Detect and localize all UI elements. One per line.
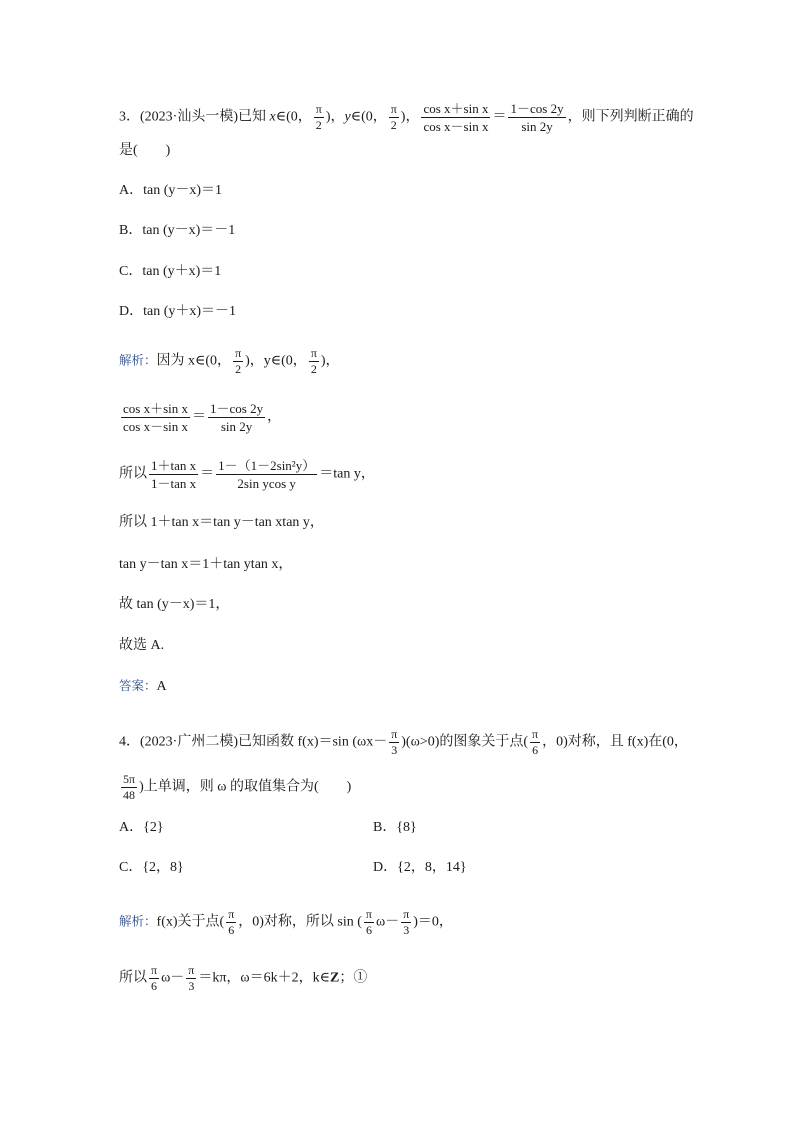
fraction-pi-over-6: $\frac{\pi}{6}$	[151, 963, 158, 993]
q3-option-c: C．tan (y＋x)＝1	[119, 264, 222, 279]
q4-number: 4．	[119, 734, 140, 750]
q4-stem-line2: $\frac{5\pi}{48}$ )上单调，则 ω 的取值集合为( )	[123, 772, 352, 802]
fraction-1-cos2y: $\frac{1-\cos 2y}{\sin 2y}$	[210, 401, 264, 434]
fraction-pi-over-3: $\frac{\pi}{3}$	[188, 963, 195, 993]
q3-source: (2023·汕头一模)	[140, 109, 238, 125]
q4-option-d: D．{2，8，14}	[373, 860, 467, 875]
fraction-pi-over-2: $\frac{\pi}{2}$	[315, 102, 322, 132]
answer-label: 答案	[119, 679, 145, 693]
q4-stem-line1: 4．(2023·广州二模)已知函数 f(x)＝sin (ωx－ $\frac{\pi}{3}$ )(ω>0)的图象关于点( $\frac{\pi}{6}$ ，0)对称，且 f(x)在(0，	[119, 727, 688, 757]
fraction-pi-over-6: $\frac{\pi}{6}$	[228, 907, 235, 937]
q3-option-d: D．tan (y＋x)＝－1	[119, 304, 237, 319]
q4-analysis-line2: 所以 $\frac{\pi}{6}$ ω－ $\frac{\pi}{3}$ ＝kπ，ω＝6k＋2，k∈Z；①	[119, 963, 368, 993]
q3-option-a: A．tan (y－x)＝1	[119, 183, 223, 198]
fraction-sin-expansion: $\frac{\text{1－（1－2sin²y）}}{\text{2sin ycos y}}$	[218, 458, 316, 491]
q3-analysis-line5: tan y－tan x＝1＋tan ytan x，	[119, 557, 293, 572]
q3-analysis-line1: 解析：因为 x∈(0， $\frac{\pi}{2}$ )，y∈(0， $\frac{\pi}{2}$ )，	[119, 346, 340, 376]
q4-analysis-line1: 解析：f(x)关于点( $\frac{\pi}{6}$ ，0)对称，所以 sin ( $\frac{\pi}{6}$ ω－ $\frac{\pi}{3}$ )＝0，	[119, 907, 453, 937]
q3-number: 3．	[119, 109, 140, 125]
q3-analysis-line2: $\frac{\text{cos x＋sin x}}{\text{cos x－sin x}}$ ＝ $\frac{1-\cos 2y}{\sin 2y}$ ，	[123, 401, 282, 434]
q3-option-b: B．tan (y－x)＝－1	[119, 223, 236, 238]
q3-stem-line2: 是( )	[119, 143, 171, 158]
q4-source: (2023·广州二模)	[140, 734, 238, 750]
q4-option-c: C．{2，8}	[119, 860, 184, 875]
fraction-pi-over-2: $\frac{\pi}{2}$	[235, 346, 242, 376]
fraction-pi-over-6: $\frac{\pi}{6}$	[532, 727, 539, 757]
q4-option-a: A．{2}	[119, 820, 164, 835]
q4-option-b: B．{8}	[373, 820, 417, 835]
analysis-label: 解析	[119, 353, 145, 368]
fraction-tan: $\frac{\text{1＋tan x}}{\text{1－tan x}}$	[151, 458, 197, 491]
q3-answer: 答案：A	[119, 679, 167, 694]
fraction-pi-over-2: $\frac{\pi}{2}$	[390, 102, 397, 132]
analysis-label: 解析	[119, 914, 145, 929]
q3-analysis-line7: 故选 A.	[119, 638, 165, 653]
fraction-pi-over-3: $\frac{\pi}{3}$	[391, 727, 398, 757]
fraction-1-cos2y: $\frac{1-\cos 2y}{\sin 2y}$	[510, 101, 564, 134]
fraction-cos-sin: $\frac{\text{cos x＋sin x}}{\text{cos x－sin x}}$	[123, 401, 189, 434]
q3-stem-line1: 3．(2023·汕头一模)已知 x∈(0， $\frac{\pi}{2}$ )，y∈(0， $\frac{\pi}{2}$ )， $\frac{\text{cos x＋sin x}}{\text{cos x－sin x}}$ ＝ $\frac{1-\cos 2y}{\sin 2y}$ ，则下列判断正确的	[119, 101, 694, 134]
fraction-pi-over-3: $\frac{\pi}{3}$	[403, 907, 410, 937]
q3-analysis-line6: 故 tan (y－x)＝1，	[119, 597, 230, 612]
q3-analysis-line3: 所以 $\frac{\text{1＋tan x}}{\text{1－tan x}}$ ＝ $\frac{\text{1－（1－2sin²y）}}{\text{2sin ycos y}}$ ＝tan y，	[119, 458, 375, 491]
q3-analysis-line4: 所以 1＋tan x＝tan y－tan xtan y，	[119, 515, 324, 530]
fraction-pi-over-2: $\frac{\pi}{2}$	[310, 346, 317, 376]
fraction-5pi-over-48: $\frac{5\pi}{48}$	[123, 772, 136, 802]
fraction-pi-over-6: $\frac{\pi}{6}$	[365, 907, 372, 937]
fraction-cos-sin: $\frac{\text{cos x＋sin x}}{\text{cos x－sin x}}$	[423, 101, 489, 134]
